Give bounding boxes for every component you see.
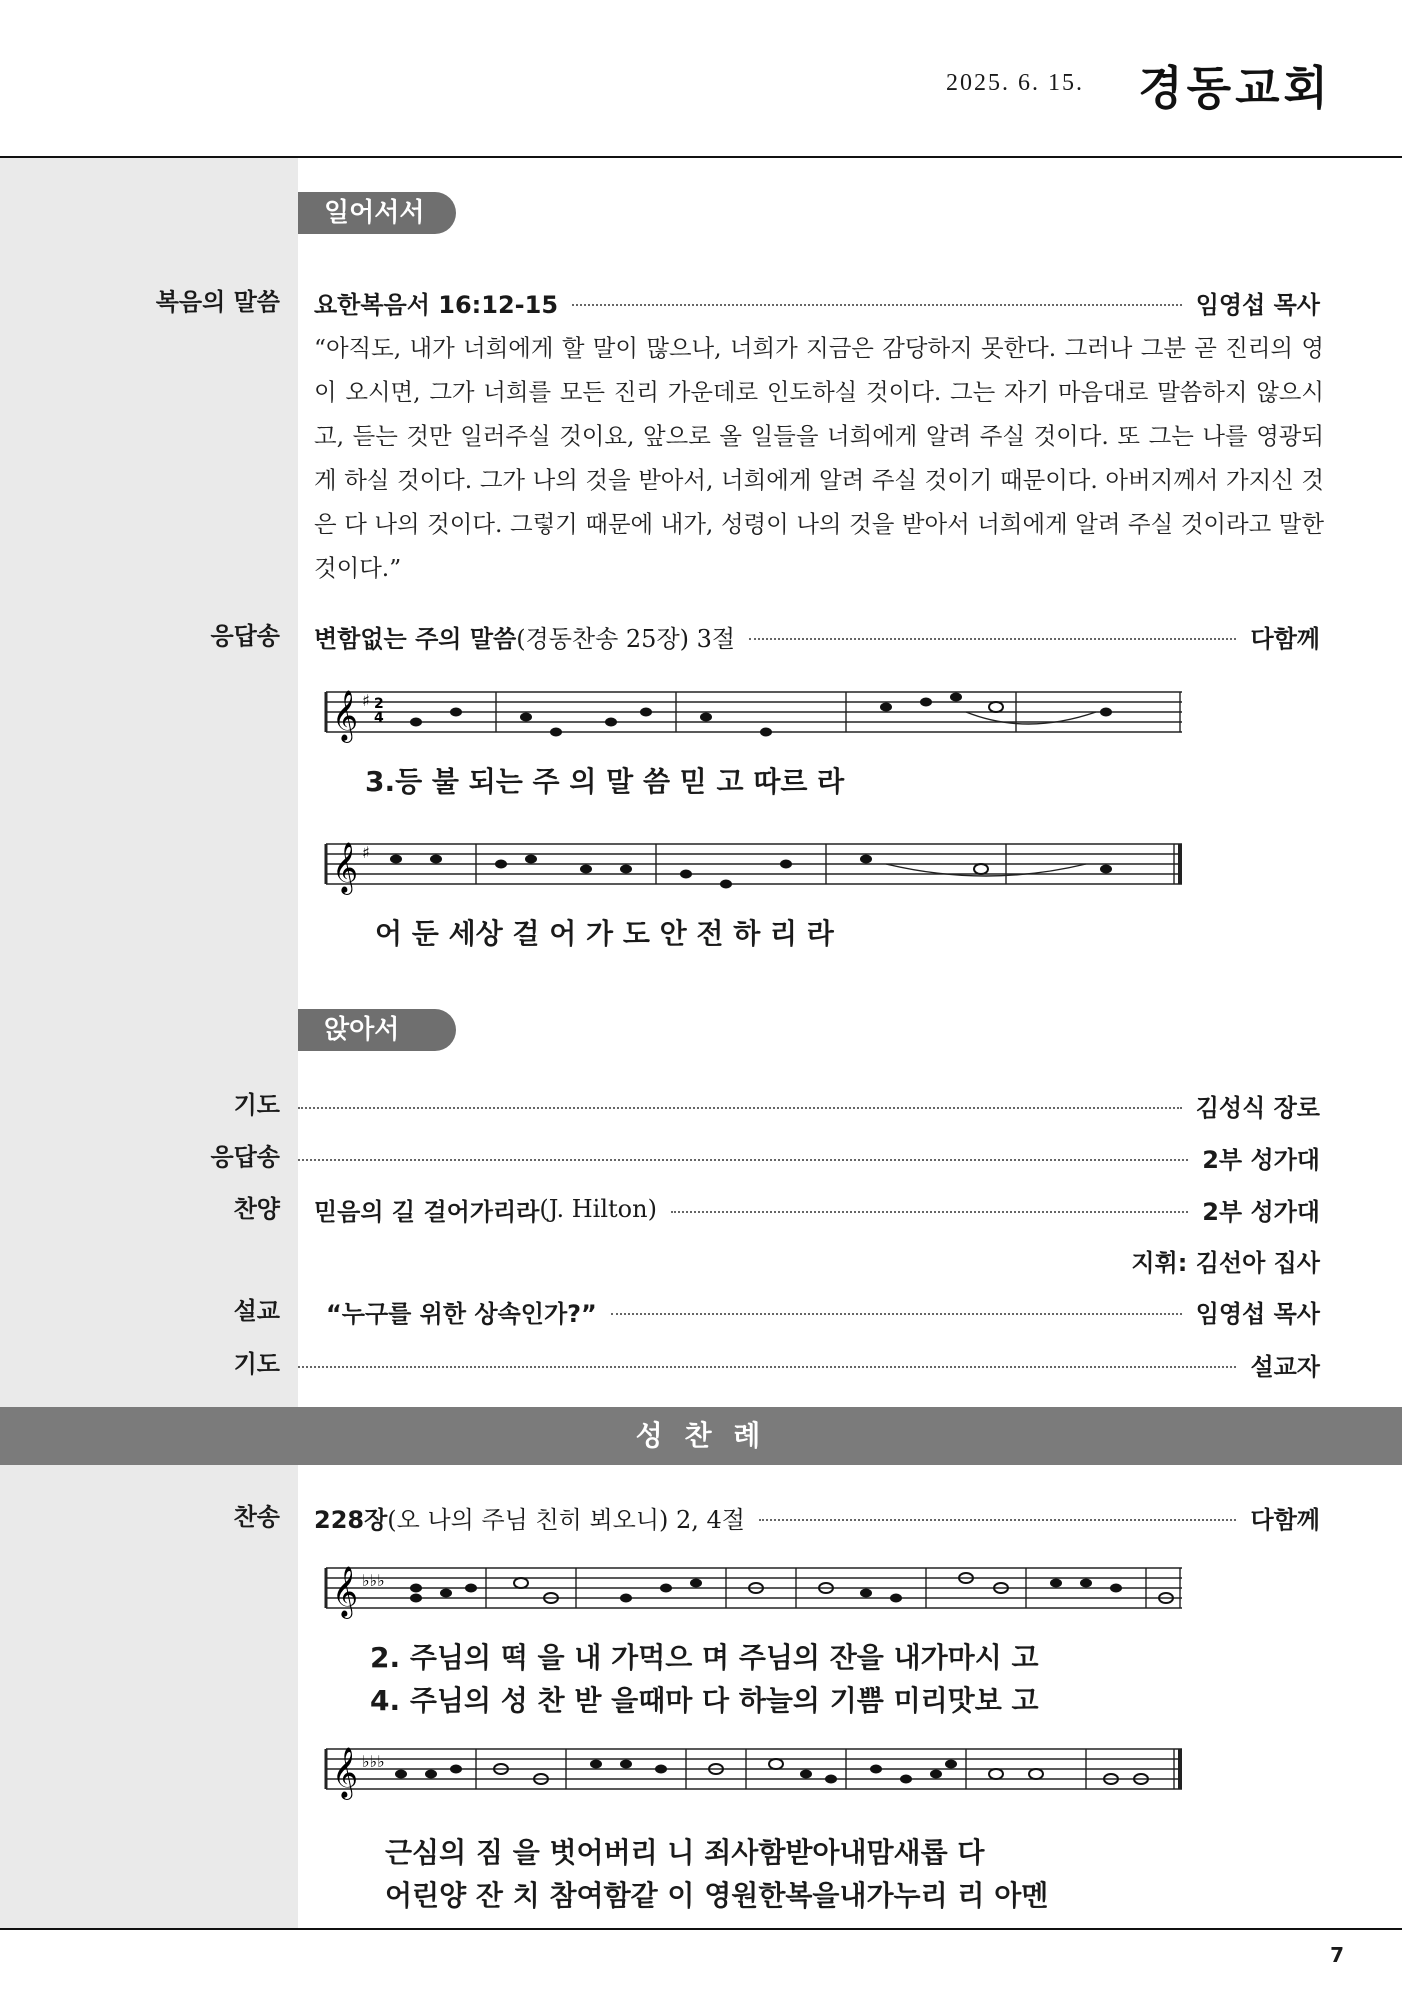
page-number: 7 [1330,1943,1344,1967]
gospel-label: 복음의 말씀 [155,288,280,316]
prayer-row [0,1085,1402,1125]
response-song-label: 응답송 [210,622,280,650]
svg-text:4: 4 [374,710,384,726]
response2-label: 응답송 [210,1143,280,1171]
anthem-composer: (J. Hilton) [539,1195,657,1223]
response-song-row [0,616,1402,656]
prayer-leader: 김성식 장로 [1195,1093,1320,1122]
music-staff-1 [326,678,1182,758]
prayer2-leader: 설교자 [1250,1352,1320,1381]
sermon-label: 설교 [233,1297,280,1325]
svg-text:𝄞: 𝄞 [332,842,359,893]
response-song-title: 변함없는 주의 말씀 [314,624,517,653]
svg-text:♯: ♯ [362,691,370,710]
hymn-detail: (오 나의 주님 친히 뵈오니) 2, 4절 [387,1505,745,1534]
response-song-performer: 다함께 [1250,624,1320,653]
left-margin-band [0,158,298,1930]
hymn-performer: 다함께 [1250,1505,1320,1534]
gospel-reference: 요한복음서 16:12-15 [314,290,559,319]
prayer-label: 기도 [233,1091,280,1119]
anthem-row [0,1189,1402,1229]
response-song-detail: (경동찬송 25장) 3절 [516,624,736,653]
hymn-number: 228장 [314,1505,388,1534]
leader-dots [611,1313,1182,1315]
response-song-lyrics-2: 어 둔 세상 걸 어 가 도 안 전 하 리 라 [375,917,834,950]
response2-performer: 2부 성가대 [1202,1145,1320,1174]
leader-dots [671,1211,1188,1213]
leader-dots [298,1107,1182,1109]
hymn-lyrics-3: 근심의 짐 을 벗어버리 니 죄사함받아내맘새롭 다 [385,1836,985,1869]
hymn-lyrics-4: 어린양 잔 치 참여함같 이 영원한복을내가누리 리 아멘 [385,1879,1049,1912]
hymn-row [0,1497,1402,1537]
leader-dots [572,304,1182,306]
music-staff-3 [326,1554,1182,1634]
leader-dots [759,1519,1236,1521]
hymn-lyrics-2: 4. 주님의 성 찬 받 을때마 다 하늘의 기쁨 미리맛보 고 [370,1684,1039,1717]
section-standing: 일어서서 [298,192,456,234]
leader-dots [298,1366,1236,1368]
bulletin-date: 2025. 6. 15. [946,70,1084,96]
leader-dots [298,1159,1188,1161]
anthem-performer: 2부 성가대 [1202,1197,1320,1226]
prayer2-label: 기도 [233,1350,280,1378]
church-logo: 경동교회 [1138,61,1332,115]
music-staff-2 [326,830,1182,910]
sermon-title: “누구를 위한 상속인가?” [326,1299,597,1328]
svg-text:𝄞: 𝄞 [332,1566,359,1617]
sermon-preacher: 임영섭 목사 [1195,1299,1320,1328]
hymn-lyrics-1: 2. 주님의 떡 을 내 가먹으 며 주님의 잔을 내가마시 고 [370,1641,1039,1674]
sermon-row [0,1291,1402,1331]
response-song-lyrics-1: 3.등 불 되는 주 의 말 씀 믿 고 따르 라 [365,765,845,798]
response2-row [0,1137,1402,1177]
svg-text:𝄞: 𝄞 [332,690,359,741]
svg-text:♭♭♭: ♭♭♭ [362,1571,385,1590]
gospel-text: “아직도, 내가 너희에게 할 말이 많으나, 너희가 지금은 감당하지 못한다. 그러나 그분 곧 진리의 영이 오시면, 그가 너희를 모든 진리 가운데로 인도하실 것이다. 그는 자기 마음대로 말씀하지 않으시고, 듣는 것만 일러주실 것이요, 앞으로 올 일들을 너희에게 알려 주실 것이다. 또 그는 나를 영광되게 하실 것이다. 그가 나의 것을 받아서, 너희에게 알려 주실 것이기 때문이다. 아버지께서 가지신 것은 다 나의 것이다. 그렇기 때문에 내가, 성령이 나의 것을 받아서 너희에게 알려 주실 것이라고 말한 것이다.” [314,334,1324,582]
section-communion-banner: 성 찬 례 [0,1407,1402,1465]
svg-text:♭♭♭: ♭♭♭ [362,1752,385,1771]
svg-text:♯: ♯ [362,843,370,862]
leader-dots [749,638,1236,640]
gospel-row [0,282,1402,322]
music-staff-4 [326,1735,1182,1815]
anthem-label: 찬양 [233,1195,280,1223]
gospel-minister: 임영섭 목사 [1195,290,1320,319]
footer-divider [0,1928,1402,1930]
svg-text:2: 2 [374,696,384,712]
anthem-conductor: 지휘: 김선아 집사 [1131,1248,1320,1277]
hymn-label: 찬송 [233,1503,280,1531]
prayer2-row [0,1344,1402,1384]
conductor-row [0,1240,1402,1280]
svg-text:𝄞: 𝄞 [332,1747,359,1798]
section-sitting: 앉아서 [298,1009,456,1051]
anthem-title: 믿음의 길 걸어가리라 [314,1197,540,1226]
